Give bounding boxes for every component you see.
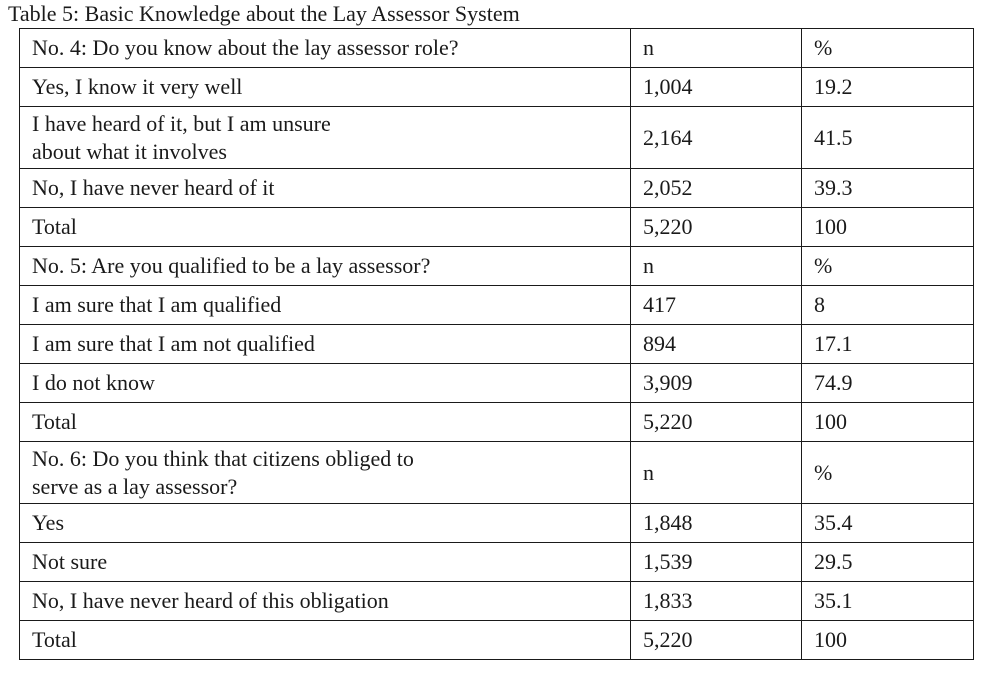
percent-value-cell: 100 xyxy=(802,208,974,247)
table-row xyxy=(20,107,974,169)
table-caption: Table 5: Basic Knowledge about the Lay Assessor System xyxy=(8,1,520,26)
answer-label-text: Yes xyxy=(32,510,65,535)
percent-header-cell: % xyxy=(802,442,974,504)
n-value-cell: 1,848 xyxy=(631,504,802,543)
question-text: No. 6: Do you think that citizens obliged to xyxy=(32,445,414,471)
answer-label-cell xyxy=(20,364,631,403)
n-value-cell: 894 xyxy=(631,325,802,364)
answer-label-text: I am sure that I am not qualified xyxy=(32,331,315,356)
answer-label-cell xyxy=(20,286,631,325)
answer-label-text: Total xyxy=(32,409,77,434)
answer-label-text: I am sure that I am qualified xyxy=(32,292,282,317)
percent-value-cell: 29.5 xyxy=(802,543,974,582)
n-value-cell: 1,539 xyxy=(631,543,802,582)
question-header-row xyxy=(20,29,974,68)
table-row xyxy=(20,208,974,247)
question-header-row xyxy=(20,442,974,504)
question-cell xyxy=(20,29,631,68)
table-row xyxy=(20,403,974,442)
n-value-cell: 5,220 xyxy=(631,403,802,442)
percent-value-cell: 100 xyxy=(802,403,974,442)
n-header-cell: n xyxy=(631,442,802,504)
table-body xyxy=(20,29,974,660)
n-value-cell: 5,220 xyxy=(631,621,802,660)
percent-value-cell: 35.1 xyxy=(802,582,974,621)
answer-label-cell xyxy=(20,169,631,208)
percent-value-cell: 100 xyxy=(802,621,974,660)
percent-value-cell: 19.2 xyxy=(802,68,974,107)
n-value-cell: 3,909 xyxy=(631,364,802,403)
percent-value-cell: 74.9 xyxy=(802,364,974,403)
answer-label-text: I do not know xyxy=(32,370,155,395)
percent-header-cell: % xyxy=(802,29,974,68)
answer-label-text: No, I have never heard of it xyxy=(32,175,275,200)
answer-label-cell xyxy=(20,208,631,247)
table-row xyxy=(20,325,974,364)
answer-label-cell xyxy=(20,582,631,621)
n-value-cell: 1,004 xyxy=(631,68,802,107)
answer-label-text: No, I have never heard of this obligation xyxy=(32,588,389,613)
table-row xyxy=(20,68,974,107)
n-value-cell: 417 xyxy=(631,286,802,325)
answer-label-text: about what it involves xyxy=(32,138,227,164)
percent-header-cell: % xyxy=(802,247,974,286)
n-header-cell: n xyxy=(631,247,802,286)
question-header-row xyxy=(20,247,974,286)
question-cell xyxy=(20,247,631,286)
answer-label-cell xyxy=(20,504,631,543)
percent-value-cell: 17.1 xyxy=(802,325,974,364)
n-header-cell: n xyxy=(631,29,802,68)
percent-value-cell: 39.3 xyxy=(802,169,974,208)
question-text: No. 4: Do you know about the lay assessor role? xyxy=(32,35,459,60)
n-value-cell: 2,164 xyxy=(631,107,802,169)
question-text: No. 5: Are you qualified to be a lay assessor? xyxy=(32,253,431,278)
question-cell xyxy=(20,442,631,504)
answer-label-text: Yes, I know it very well xyxy=(32,74,243,99)
answer-label-cell xyxy=(20,68,631,107)
answer-label-cell xyxy=(20,621,631,660)
table-row xyxy=(20,543,974,582)
table-row xyxy=(20,504,974,543)
answer-label-cell xyxy=(20,107,631,169)
answer-label-text: Not sure xyxy=(32,549,108,574)
answer-label-cell xyxy=(20,543,631,582)
percent-value-cell: 35.4 xyxy=(802,504,974,543)
table-row xyxy=(20,621,974,660)
table-row xyxy=(20,286,974,325)
table-row xyxy=(20,364,974,403)
question-text: serve as a lay assessor? xyxy=(32,473,238,499)
answer-label-cell xyxy=(20,403,631,442)
n-value-cell: 2,052 xyxy=(631,169,802,208)
percent-value-cell: 41.5 xyxy=(802,107,974,169)
answer-label-text: I have heard of it, but I am unsure xyxy=(32,110,331,136)
n-value-cell: 1,833 xyxy=(631,582,802,621)
answer-label-text: Total xyxy=(32,214,77,239)
table-row xyxy=(20,582,974,621)
lay-assessor-table xyxy=(19,28,974,660)
table-row xyxy=(20,169,974,208)
answer-label-text: Total xyxy=(32,627,77,652)
n-value-cell: 5,220 xyxy=(631,208,802,247)
answer-label-cell xyxy=(20,325,631,364)
percent-value-cell: 8 xyxy=(802,286,974,325)
